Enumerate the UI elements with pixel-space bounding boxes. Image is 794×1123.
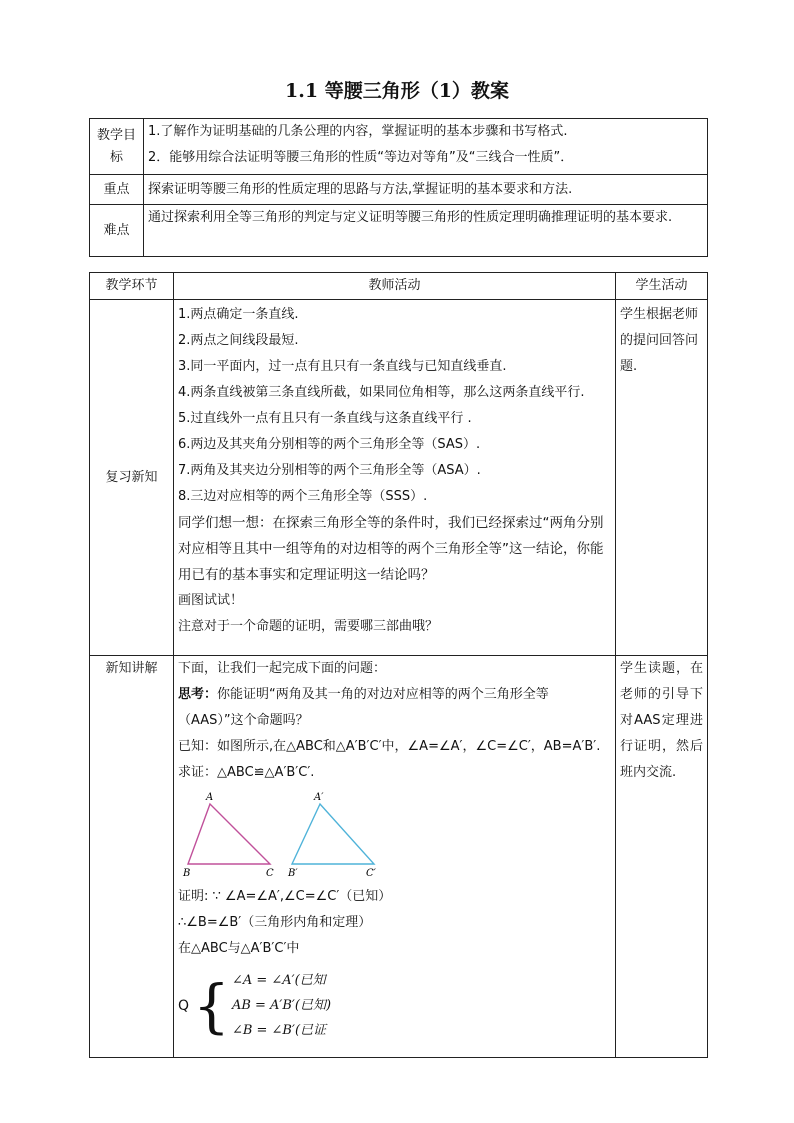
condition-list: [232, 968, 331, 1043]
axiom-line: 1.两点确定一条直线.: [178, 307, 299, 322]
axiom-line: 7.两角及其夹边分别相等的两个三角形全等（ASA）.: [178, 463, 481, 478]
draw-prompt: 画图试试！: [178, 593, 244, 608]
triangle-figure: [178, 792, 388, 880]
new-knowledge-teacher-content: [174, 656, 616, 1058]
key-point-line: 探索证明等腰三角形的性质定理的思路与方法,掌握证明的基本要求和方法.: [148, 181, 573, 197]
key-points-content: [144, 175, 708, 205]
vertex-label-c-prime: C′: [366, 868, 376, 879]
difficulty-label: 难点: [90, 205, 144, 257]
proof-line-3: 在△ABC与△A′B′C′中: [178, 941, 300, 956]
key-points-label: 重点: [90, 175, 144, 205]
left-brace-icon: {: [193, 971, 230, 1040]
review-question: 同学们想一想：在探索三角形全等的条件时，我们已经探索过“两角分别对应相等且其中一组等角的对边相等的两个三角形全等”这一结论，你能用已有的基本事实和定理证明这一结论吗？: [178, 515, 604, 583]
objective-line: 1.了解作为证明基础的几条公理的内容，掌握证明的基本步骤和书写格式.: [148, 124, 568, 139]
axiom-line: 8.三边对应相等的两个三角形全等（SSS）.: [178, 489, 428, 504]
triangle-abc: [188, 804, 270, 864]
objectives-label: 教学目标: [90, 119, 144, 175]
new-knowledge-label: 新知讲解: [90, 656, 174, 1058]
header-student: 学生活动: [616, 273, 708, 300]
review-teacher-content: [174, 300, 616, 656]
objective-line: 2．能够用综合法证明等腰三角形的性质“等边对等角”及“三线合一性质”．: [148, 150, 574, 165]
axiom-line: 4.两条直线被第三条直线所截，如果同位角相等，那么这两条直线平行.: [178, 385, 585, 400]
objectives-table: [89, 118, 708, 257]
header-teacher: 教师活动: [174, 273, 616, 300]
condition-line: ∠A = ∠A′(已知: [231, 973, 326, 988]
think-question: [178, 682, 611, 734]
lesson-table: [89, 272, 708, 1058]
vertex-label-c: C: [266, 868, 274, 879]
page-title: 1.1 等腰三角形（1）教案: [285, 80, 509, 102]
axiom-line: 2.两点之间线段最短.: [178, 333, 299, 348]
think-label: 思考：: [178, 687, 218, 702]
condition-line: ∠B = ∠B′(已证: [231, 1023, 327, 1038]
axiom-line: 3.同一平面内，过一点有且只有一条直线与已知直线垂直.: [178, 359, 507, 374]
brace-q-glyph: Q: [178, 997, 190, 1014]
given-statement: 已知：如图所示,在△ABC和△A′B′C′中，∠A=∠A′，∠C=∠C′，AB=A′B′.: [178, 739, 601, 754]
objectives-content: [144, 119, 708, 175]
prove-statement: 求证：△ABC≌△A′B′C′.: [178, 765, 315, 780]
triangle-a2b2c2: [292, 804, 374, 864]
difficulty-content: [144, 205, 708, 257]
proof-steps-note: 注意对于一个命题的证明，需要哪三部曲哦？: [178, 619, 439, 634]
vertex-label-a-prime: A′: [314, 792, 324, 803]
review-label: 复习新知: [90, 300, 174, 656]
proof-line-1: 证明: ∵ ∠A=∠A′,∠C=∠C′（已知）: [178, 889, 392, 904]
header-stage: 教学环节: [90, 273, 174, 300]
vertex-label-b-prime: B′: [288, 868, 298, 879]
vertex-label-a: A: [206, 792, 214, 803]
axiom-line: 5.过直线外一点有且只有一条直线与这条直线平行 .: [178, 411, 472, 426]
think-text: 你能证明“两角及其一角的对边对应相等的两个三角形全等（AAS）”这个命题吗？: [178, 687, 549, 728]
proof-line-2: ∴∠B=∠B′（三角形内角和定理）: [178, 915, 372, 930]
review-student-activity: 学生根据老师的提问回答问题.: [616, 300, 708, 656]
new-knowledge-student-activity: 学生读题，在老师的引导下对AAS定理进行证明，然后班内交流.: [616, 656, 708, 1058]
condition-line: AB = A′B′(已知): [231, 998, 332, 1013]
difficulty-line: 通过探索利用全等三角形的判定与定义证明等腰三角形的性质定理明确推理证明的基本要求.: [148, 210, 673, 225]
congruence-conditions: [178, 968, 611, 1043]
vertex-label-b: B: [183, 868, 191, 879]
intro-line: 下面，让我们一起完成下面的问题：: [178, 661, 387, 676]
axiom-line: 6.两边及其夹角分别相等的两个三角形全等（SAS）.: [178, 437, 481, 452]
